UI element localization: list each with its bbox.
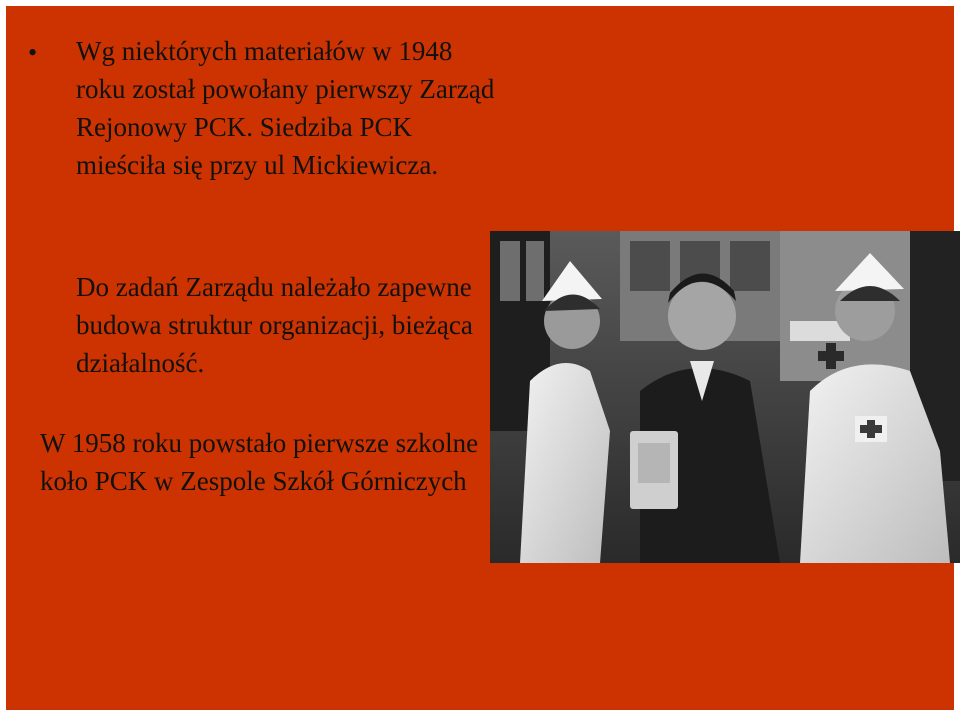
bullet-icon: • bbox=[28, 38, 38, 67]
historical-photo bbox=[490, 231, 960, 563]
paragraph-school-club-1958: W 1958 roku powstało pierwsze szkolne koło PCK w Zespole Szkół Górniczych bbox=[40, 428, 479, 496]
paragraph-board-tasks: Do zadań Zarządu należało zapewne budowa struktur organizacji, bieżąca działalność. bbox=[76, 272, 473, 378]
paragraph-history-1948: Wg niektórych materiałów w 1948 roku został powołany pierwszy Zarząd Rejonowy PCK. Siedziba PCK mieściła się przy ul Mickiewicza. bbox=[76, 36, 495, 180]
slide bbox=[6, 6, 954, 710]
